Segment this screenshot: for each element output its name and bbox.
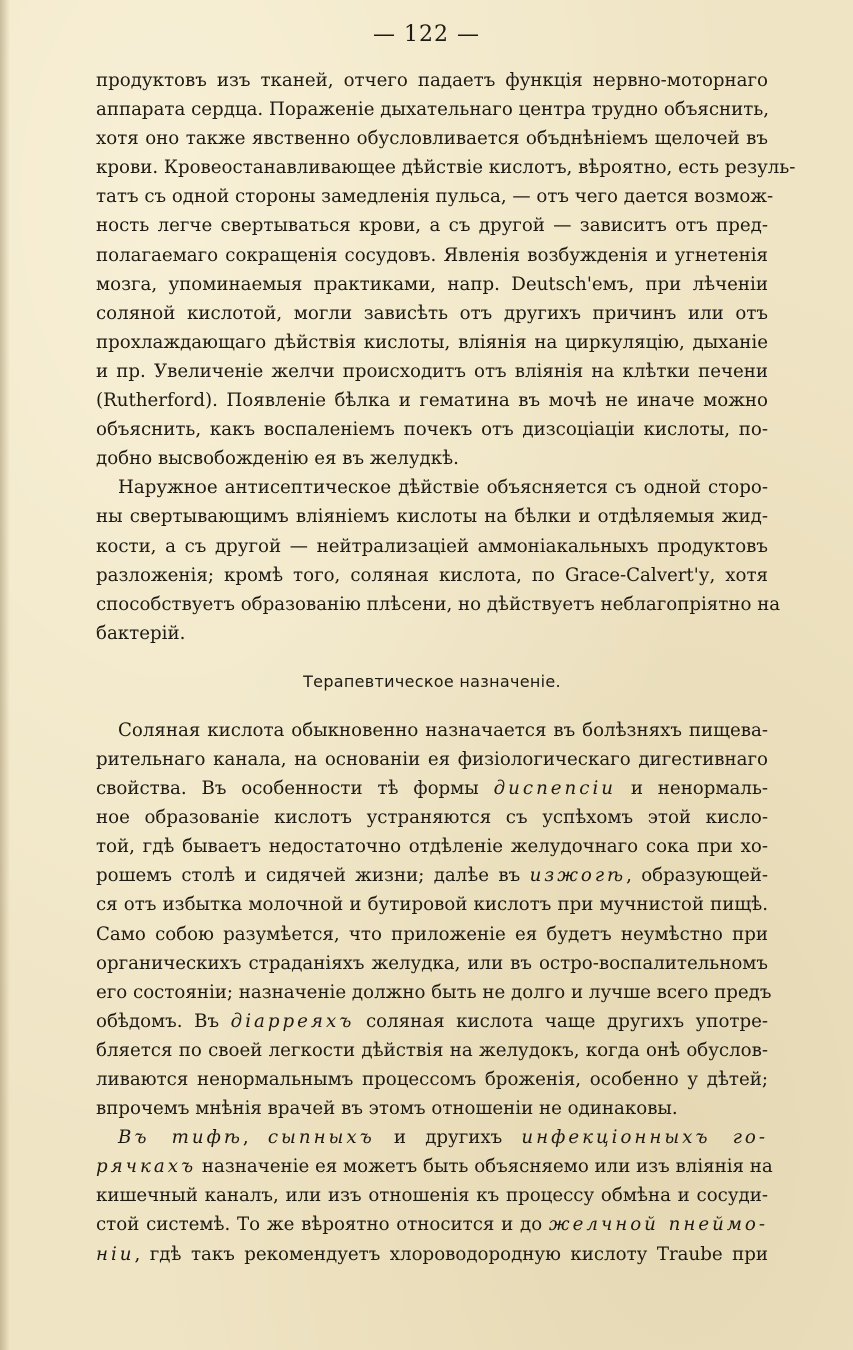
page-binding-shadow <box>0 0 10 1350</box>
emphasis-term: сыпныхъ <box>267 1127 375 1149</box>
section-heading: Терапевтическое назначеніе. <box>303 671 561 691</box>
text-line: татъ съ одной стороны замедленія пульса, — отъ чего дается возмож- <box>96 186 774 208</box>
text-line <box>96 1123 768 1152</box>
text-run: , <box>242 1127 268 1149</box>
body-text <box>96 66 796 1269</box>
emphasis-term: изжогѣ <box>529 865 627 887</box>
text-line: ность легче свертываться крови, а съ другой — зависитъ отъ пред- <box>96 215 768 237</box>
text-line: ны свертывающимъ вліяніемъ кислоты на бѣлки и отдѣляемыя жид- <box>96 506 768 528</box>
text-line: рительнаго канала, на основаніи ея физіологическаго дигестивнаго <box>96 748 768 770</box>
text-line: и пр. Увеличеніе желчи происходитъ отъ вліянія на клѣтки печени <box>96 360 768 382</box>
text-line: Соляная кислота обыкновенно назначается въ болѣзняхъ пищева- <box>118 719 768 741</box>
page-number: — 122 — <box>373 22 480 47</box>
text-line <box>96 1240 768 1269</box>
text-run: и ненормаль- <box>615 778 768 800</box>
text-line: объяснить, какъ воспаленіемъ почекъ отъ дизсоціаціи кислоты, по- <box>96 419 768 441</box>
text-run: обѣдомъ. Въ <box>96 1010 231 1032</box>
text-run: соляная кислота чаще другихъ употре- <box>354 1010 769 1032</box>
text-line: разложенія; кромѣ того, соляная кислота, по Grace-Calvert'у, хотя <box>96 564 768 586</box>
text-line: ся отъ избытка молочной и бутировой кислотъ при мучнистой пищѣ. <box>96 894 768 916</box>
text-line: ливаются ненормальнымъ процессомъ броженія, особенно у дѣтей; <box>96 1069 768 1090</box>
emphasis-term: ніи <box>96 1243 135 1265</box>
emphasis-term: рячкахъ <box>96 1156 197 1178</box>
text-line: той, гдѣ бываетъ недостаточно отдѣленіе желудочнаго сока при хо- <box>96 836 768 858</box>
emphasis-term: желчной пнеймо- <box>548 1214 768 1236</box>
text-line <box>96 861 768 890</box>
text-run: и другихъ <box>374 1127 522 1149</box>
emphasis-term: діарреяхъ <box>230 1010 355 1032</box>
text-line: крови. Кровеостанавливающее дѣйствіе кислотъ, вѣроятно, есть резуль- <box>96 157 796 179</box>
text-line: кишечный каналъ, или изъ отношенія къ процессу обмѣна и сосуди- <box>96 1185 768 1207</box>
text-line: продуктовъ изъ тканей, отчего падаетъ функція нервно-моторнаго <box>96 70 768 91</box>
text-line <box>96 1210 768 1239</box>
paragraph-3 <box>96 716 772 1123</box>
text-run: , образующей- <box>626 865 769 887</box>
text-line: (Rutherford). Появленіе бѣлка и гематина въ мочѣ не иначе можно <box>96 390 768 412</box>
text-line: бляется по своей легкости дѣйствія на желудокъ, когда онѣ обуслов- <box>96 1039 768 1061</box>
text-line: кости, а съ другой — нейтрализаціей аммоніакальныхъ продуктовъ <box>96 535 768 557</box>
text-line: мозга, упоминаемыя практиками, напр. Deutsch'емъ, при лѣченіи <box>96 273 768 295</box>
text-line <box>96 1152 773 1181</box>
emphasis-term: Въ тифѣ <box>118 1127 243 1149</box>
text-run: , гдѣ такъ рекомендуетъ хлороводородную кислоту Traube при <box>134 1243 768 1265</box>
text-line: Само собою разумѣется, что приложеніе ея будетъ неумѣстно при <box>96 923 768 945</box>
text-line: способствуетъ образованію плѣсени, но дѣйствуетъ неблагопріятно на <box>96 593 781 615</box>
paragraph-1 <box>96 66 796 473</box>
paragraph-4 <box>96 1123 773 1268</box>
text-line: Наружное антисептическое дѣйствіе объясняется съ одной сторо- <box>118 477 768 499</box>
text-run: рошемъ столѣ и сидячей жизни; далѣе въ <box>96 865 530 887</box>
text-line: аппарата сердца. Пораженіе дыхательнаго центра трудно объяснить, <box>96 99 770 121</box>
text-line: органическихъ страданіяхъ желудка, или въ остро-воспалительномъ <box>96 952 768 974</box>
text-line <box>96 774 768 803</box>
text-line: его состояніи; назначеніе должно быть не долго и лучше всего предъ <box>96 981 772 1003</box>
text-line: полагаемаго сокращенія сосудовъ. Явленія возбужденія и угнетенія <box>96 244 768 266</box>
emphasis-term: инфекціонныхъ го- <box>521 1127 769 1149</box>
text-line: ное образованіе кислотъ устраняются съ успѣхомъ этой кисло- <box>96 807 768 829</box>
emphasis-term: диспепсіи <box>493 778 616 800</box>
text-line <box>96 1007 768 1036</box>
paragraph-2 <box>96 473 781 648</box>
text-run: назначеніе ея можетъ быть объясняемо или изъ вліянія на <box>196 1156 773 1178</box>
text-line: прохлаждающаго дѣйствія кислоты, вліянія на циркуляцію, дыханіе <box>96 331 768 353</box>
text-line: впрочемъ мнѣнія врачей въ этомъ отношеніи не одинаковы. <box>96 1098 678 1120</box>
text-line: хотя оно также явственно обусловливается объднѣніемъ щелочей въ <box>96 128 768 150</box>
text-run: свойства. Въ особенности тѣ формы <box>96 778 494 800</box>
text-run: стой системѣ. То же вѣроятно относится и до <box>96 1214 549 1236</box>
text-line: соляной кислотой, могли зависѣть отъ другихъ причинъ или отъ <box>96 302 768 324</box>
text-line: добно высвобожденію ея въ желудкѣ. <box>96 448 459 470</box>
text-line: бактерій. <box>96 622 186 644</box>
